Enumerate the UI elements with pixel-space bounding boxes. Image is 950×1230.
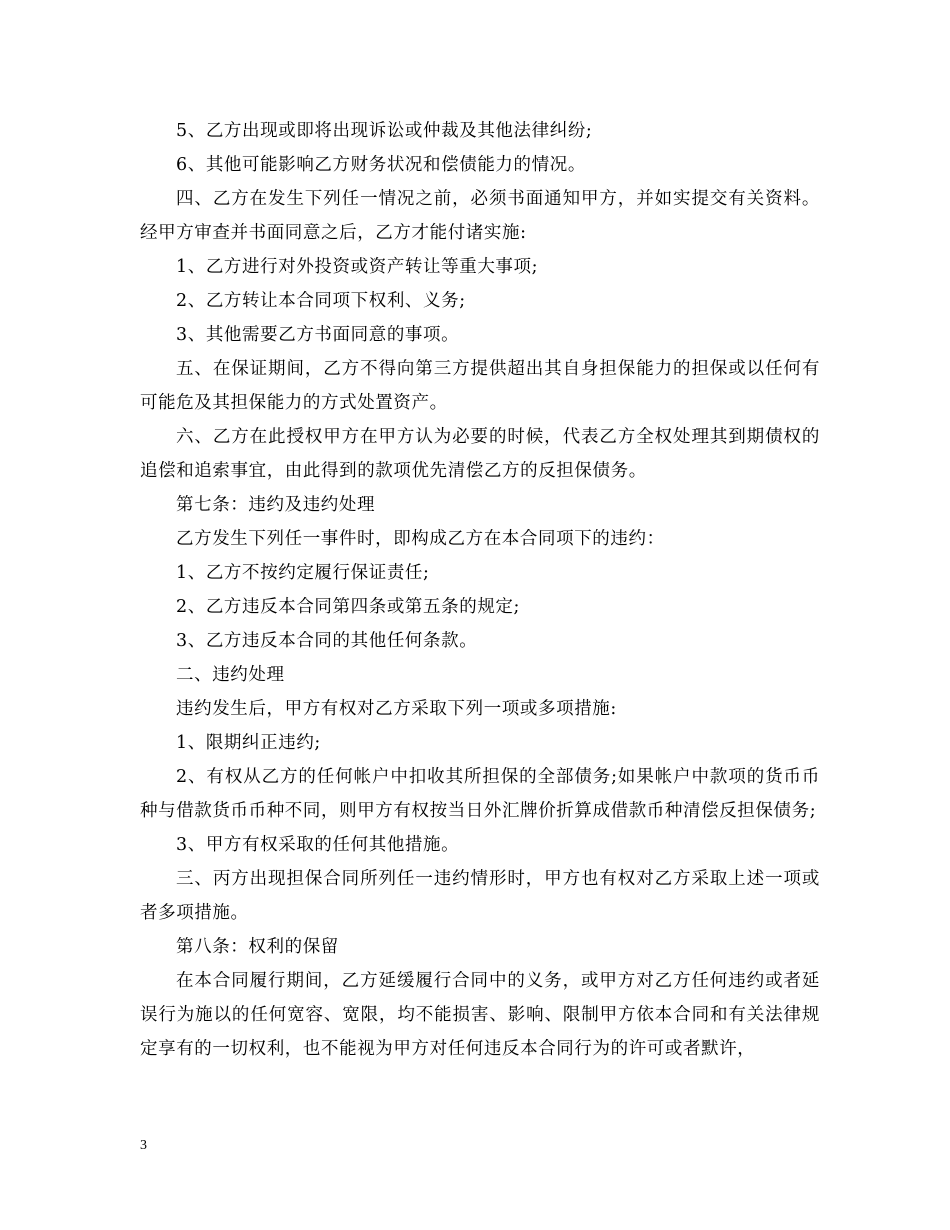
subsection-heading-breach-handling: 二、违约处理 <box>176 665 285 685</box>
paragraph-16: 1、限期纠正违约; <box>176 733 321 753</box>
paragraph-15: 违约发生后，甲方有权对乙方采取下列一项或多项措施: <box>176 699 617 719</box>
paragraph-17: 2、有权从乙方的任何帐户中扣收其所担保的全部债务;如果帐户中款项的货币币种与借款货币币种不同，则甲方有权按当日外汇牌价折算成借款币种清偿反担保债务; <box>140 767 820 821</box>
paragraph-6: 3、其他需要乙方书面同意的事项。 <box>176 325 460 345</box>
paragraph-11: 1、乙方不按约定履行保证责任; <box>176 563 430 583</box>
section-heading-article-7: 第七条：违约及违约处理 <box>176 495 376 515</box>
paragraph-12: 2、乙方违反本合同第四条或第五条的规定; <box>176 597 521 617</box>
paragraph-19: 三、丙方出现担保合同所列任一违约情形时，甲方也有权对乙方采取上述一项或者多项措施。 <box>140 869 820 923</box>
paragraph-18: 3、甲方有权采取的任何其他措施。 <box>176 835 460 855</box>
paragraph-7: 五、在保证期间，乙方不得向第三方提供超出其自身担保能力的担保或以任何有可能危及其担保能力的方式处置资产。 <box>140 359 820 413</box>
paragraph-2: 6、其他可能影响乙方财务状况和偿债能力的情况。 <box>176 155 586 175</box>
section-heading-article-8: 第八条：权利的保留 <box>176 937 339 957</box>
paragraph-21: 在本合同履行期间，乙方延缓履行合同中的义务，或甲方对乙方任何违约或者延误行为施以的任何宽容、宽限，均不能损害、影响、限制甲方依本合同和有关法律规定享有的一切权利，也不能视为甲方对任何违反本合同行为的许可或者默许， <box>140 971 820 1059</box>
paragraph-13: 3、乙方违反本合同的其他任何条款。 <box>176 631 478 651</box>
paragraph-10: 乙方发生下列任一事件时，即构成乙方在本合同项下的违约： <box>176 529 665 549</box>
paragraph-8: 六、乙方在此授权甲方在甲方认为必要的时候，代表乙方全权处理其到期债权的追偿和追索事宜，由此得到的款项优先清偿乙方的反担保债务。 <box>140 427 820 481</box>
page-number: 3 <box>140 1138 147 1153</box>
paragraph-1: 5、乙方出现或即将出现诉讼或仲裁及其他法律纠纷; <box>176 121 593 141</box>
paragraph-5: 2、乙方转让本合同项下权利、义务; <box>176 291 466 311</box>
paragraph-3: 四、乙方在发生下列任一情况之前，必须书面通知甲方，并如实提交有关资料。经甲方审查并书面同意之后，乙方才能付诸实施: <box>140 189 820 243</box>
document-body <box>140 114 820 1066</box>
paragraph-4: 1、乙方进行对外投资或资产转让等重大事项; <box>176 257 539 277</box>
